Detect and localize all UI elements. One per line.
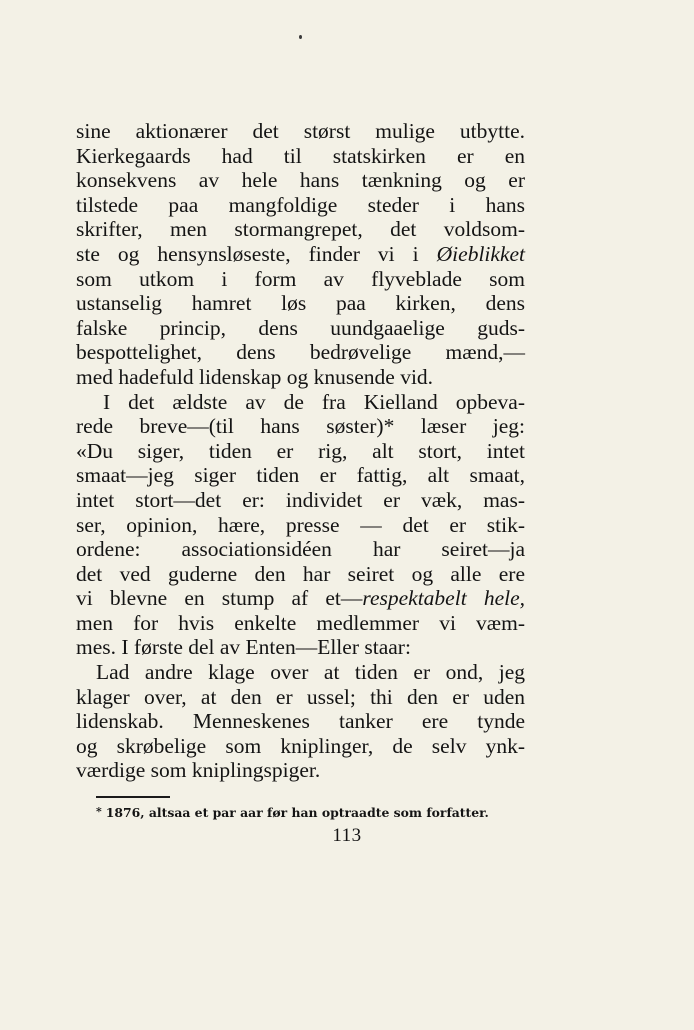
body-line: men for hvis enkelte medlemmer vi væm- — [76, 610, 525, 635]
body-line-text: ste og hensynsløseste, finder vi i — [76, 241, 419, 266]
body-line: smaat—jeg siger tiden er fattig, alt smaat, — [76, 463, 525, 488]
italic-phrase: respektabelt hele, — [362, 586, 526, 611]
body-line: rede breve—(til hans søster)* læser jeg: — [76, 414, 525, 439]
footnote-text: 1876, altsaa et par aar før han optraadte som forfatter. — [105, 805, 489, 820]
quote-start: Lad andre klage over at tiden er ond, jeg — [96, 660, 525, 685]
quote-line: og skrøbelige som kniplinger, de selv ynk- — [76, 733, 525, 758]
body-line: det ved guderne den har seiret og alle ere — [76, 561, 525, 586]
footnote-divider — [96, 796, 170, 798]
body-line: skrifter, men stormangrepet, det voldsom- — [76, 217, 525, 242]
paragraph-start: I det ældste av de fra Kielland opbeva- — [103, 389, 525, 414]
quote-line: lidenskab. Menneskenes tanker ere tynde — [76, 709, 525, 734]
page-number: 113 — [332, 825, 362, 846]
body-line: som utkom i form av flyveblade som — [76, 266, 525, 291]
quote-line: værdige som kniplingspiger. — [76, 758, 321, 783]
body-line: ustanselig hamret løs paa kirken, dens — [76, 291, 525, 316]
periodical-title: Øieblikket — [436, 241, 525, 266]
body-line: «Du siger, tiden er rig, alt stort, intet — [76, 438, 525, 463]
body-line: med hadefuld lidenskap og knusende vid. — [76, 364, 434, 389]
paper-speck — [299, 35, 302, 39]
body-line: intet stort—det er: individet er væk, mas- — [76, 487, 525, 512]
body-line-with-phrase — [76, 586, 525, 611]
body-line-text: vi blevne en stump af et— — [76, 586, 363, 611]
footnote — [96, 803, 526, 822]
body-line: Kierkegaards had til statskirken er en — [76, 143, 525, 168]
body-line: konsekvens av hele hans tænkning og er — [76, 168, 525, 193]
body-text — [76, 119, 525, 783]
body-line: sine aktionærer det størst mulige utbytte. — [76, 119, 525, 143]
quote-line: klager over, at den er ussel; thi den er uden — [76, 684, 525, 709]
body-line: mes. I første del av Enten—Eller staar: — [76, 635, 411, 660]
body-line: tilstede paa mangfoldige steder i hans — [76, 192, 525, 217]
footnote-marker: * — [96, 805, 102, 818]
body-line: ser, opinion, hære, presse — det er stik- — [76, 512, 525, 537]
body-line: falske princip, dens uundgaaelige guds- — [76, 315, 525, 340]
body-line-with-title — [76, 242, 525, 267]
body-line: ordene: associationsidéen har seiret—ja — [76, 537, 525, 562]
body-line: bespottelighet, dens bedrøvelige mænd,— — [76, 340, 525, 365]
